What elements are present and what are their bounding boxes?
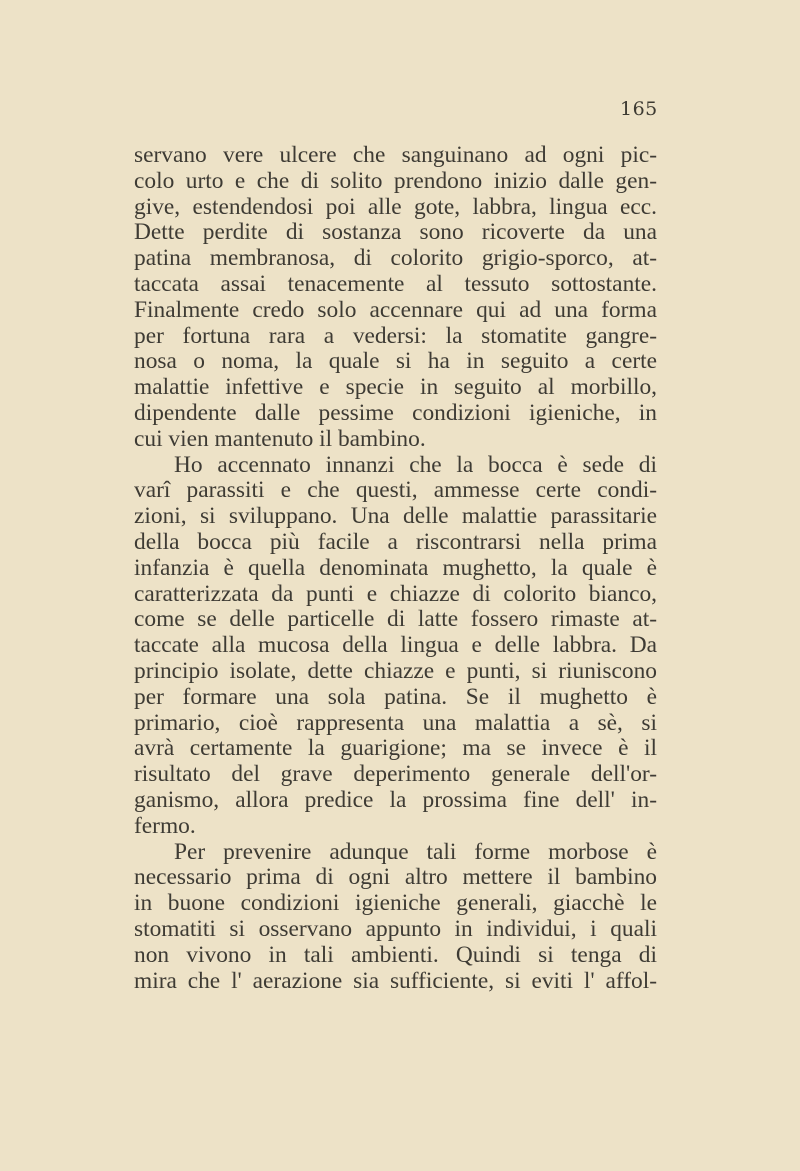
text-line: zioni, si sviluppano. Una delle malattie parassitarie <box>134 504 657 530</box>
text-line: come se delle particelle di latte fossero rimaste at- <box>134 607 657 633</box>
text-line: per formare una sola patina. Se il mughetto è <box>134 684 657 710</box>
text-line: non vivono in tali ambienti. Quindi si tenga di <box>134 942 657 968</box>
text-line-paragraph-start: Per prevenire adunque tali forme morbose è <box>174 839 657 865</box>
text-line-paragraph-end: fermo. <box>134 813 196 839</box>
text-line: varî parassiti e che questi, ammesse certe condi- <box>134 478 657 504</box>
text-line: ganismo, allora predice la prossima fine dell' in- <box>134 787 657 813</box>
body-text <box>134 143 657 994</box>
text-line: Finalmente credo solo accennare qui ad una forma <box>134 297 657 323</box>
text-line: avrà certamente la guarigione; ma se invece è il <box>134 736 657 762</box>
text-line: in buone condizioni igieniche generali, giacchè le <box>134 891 657 917</box>
text-line: taccate alla mucosa della lingua e delle labbra. Da <box>134 633 657 659</box>
text-line: malattie infettive e specie in seguito al morbillo, <box>134 375 657 401</box>
text-line: caratterizzata da punti e chiazze di colorito bianco, <box>134 581 657 607</box>
text-line: principio isolate, dette chiazze e punti, si riuniscono <box>134 658 657 684</box>
text-line: stomatiti si osservano appunto in individui, i quali <box>134 916 657 942</box>
text-line: infanzia è quella denominata mughetto, la quale è <box>134 555 657 581</box>
text-line: colo urto e che di solito prendono inizio dalle gen- <box>134 168 657 194</box>
text-line: mira che l' aerazione sia sufficiente, si eviti l' affol- <box>134 968 657 994</box>
text-line: nosa o noma, la quale si ha in seguito a certe <box>134 349 657 375</box>
text-line-paragraph-start: Ho accennato innanzi che la bocca è sede di <box>174 452 657 478</box>
text-line: taccata assai tenacemente al tessuto sottostante. <box>134 271 657 297</box>
text-line: give, estendendosi poi alle gote, labbra, lingua ecc. <box>134 194 657 220</box>
text-line: patina membranosa, di colorito grigio-sporco, at- <box>134 246 657 272</box>
text-line: per fortuna rara a vedersi: la stomatite gangre- <box>134 323 657 349</box>
text-line: servano vere ulcere che sanguinano ad ogni pic- <box>134 143 657 168</box>
text-line: primario, cioè rappresenta una malattia a sè, si <box>134 710 657 736</box>
text-line: dipendente dalle pessime condizioni igieniche, in <box>134 400 657 426</box>
text-line: necessario prima di ogni altro mettere il bambino <box>134 865 657 891</box>
text-line-paragraph-end: cui vien mantenuto il bambino. <box>134 426 426 452</box>
text-line: Dette perdite di sostanza sono ricoverte da una <box>134 220 657 246</box>
text-line: risultato del grave deperimento generale dell'or- <box>134 762 657 788</box>
text-line: della bocca più facile a riscontrarsi nella prima <box>134 529 657 555</box>
page-number: 165 <box>620 98 658 120</box>
